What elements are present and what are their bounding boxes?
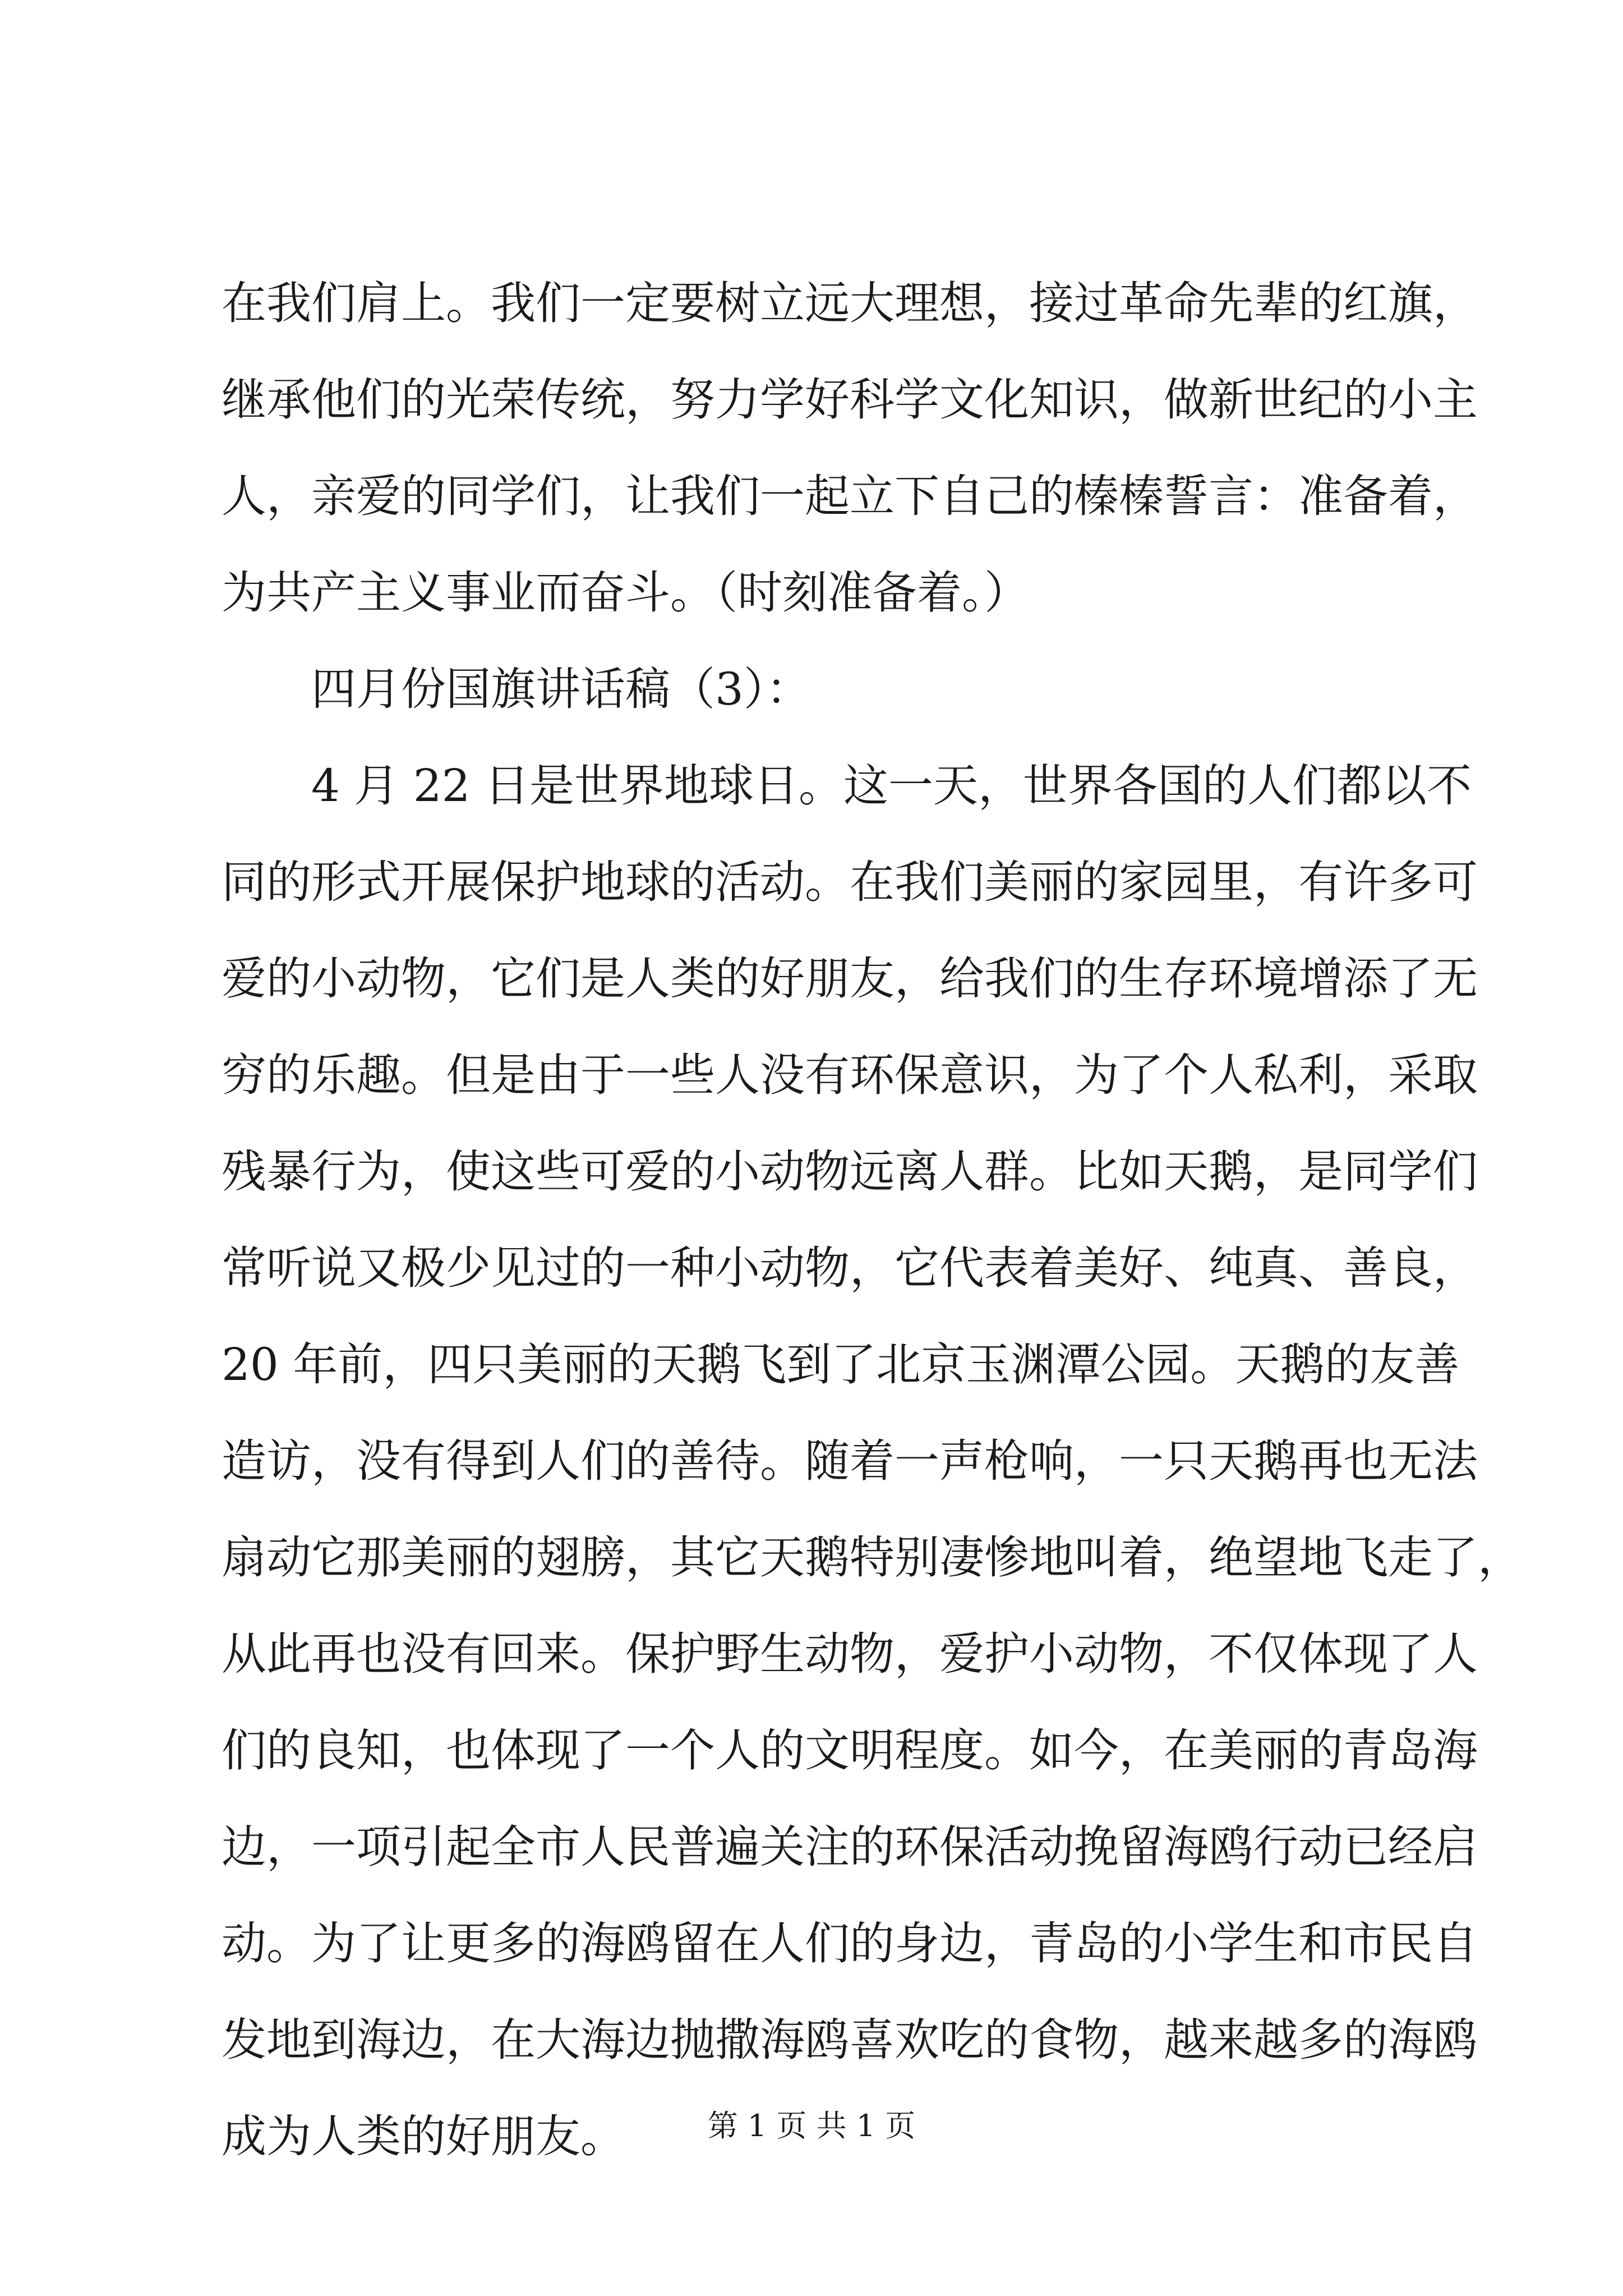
text-line: 常听说又极少见过的一种小动物，它代表着美好、纯真、善良， xyxy=(222,1242,1478,1294)
page-number-label: 第 1 页 共 1 页 xyxy=(707,2108,916,2143)
text-line: 20 年前，四只美丽的天鹅飞到了北京玉渊潭公园。天鹅的友善 xyxy=(222,1338,1460,1391)
text-line: 边，一项引起全市人民普遍关注的环保活动挽留海鸥行动已经启 xyxy=(222,1821,1478,1873)
text-line: 扇动它那美丽的翅膀，其它天鹅特别凄惨地叫着，绝望地飞走了， xyxy=(222,1531,1523,1584)
text-line: 人，亲爱的同学们，让我们一起立下自己的榛榛誓言：准备着， xyxy=(222,470,1478,522)
text-line: 同的形式开展保护地球的活动。在我们美丽的家园里，有许多可 xyxy=(222,856,1478,908)
text-line: 动。为了让更多的海鸥留在人们的身边，青岛的小学生和市民自 xyxy=(222,1917,1478,1970)
page-footer xyxy=(0,2104,1623,2148)
text-line: 爱的小动物，它们是人类的好朋友，给我们的生存环境增添了无 xyxy=(222,953,1478,1005)
text-line: 为共产主义事业而奋斗。（时刻准备着。） xyxy=(222,567,1029,619)
text-line: 从此再也没有回来。保护野生动物，爱护小动物，不仅体现了人 xyxy=(222,1628,1478,1680)
document-body xyxy=(222,255,1523,2185)
text-line: 们的良知，也体现了一个人的文明程度。如今，在美丽的青岛海 xyxy=(222,1724,1478,1777)
text-line: 继承他们的光荣传统，努力学好科学文化知识，做新世纪的小主 xyxy=(222,374,1478,426)
text-line: 成为人类的好朋友。 xyxy=(222,2110,625,2162)
text-line: 造访，没有得到人们的善待。随着一声枪响，一只天鹅再也无法 xyxy=(222,1435,1478,1487)
text-line: 残暴行为，使这些可爱的小动物远离人群。比如天鹅，是同学们 xyxy=(222,1145,1478,1198)
text-line: 穷的乐趣。但是由于一些人没有环保意识，为了个人私利，采取 xyxy=(222,1049,1478,1101)
text-line: 在我们肩上。我们一定要树立远大理想，接过革命先辈的红旗， xyxy=(222,277,1478,329)
text-line: 4 月 22 日是世界地球日。这一天，世界各国的人们都以不 xyxy=(311,760,1472,812)
section-heading: 四月份国旗讲话稿（3）： xyxy=(311,663,811,715)
text-line: 发地到海边，在大海边抛撒海鸥喜欢吃的食物，越来越多的海鸥 xyxy=(222,2014,1478,2066)
